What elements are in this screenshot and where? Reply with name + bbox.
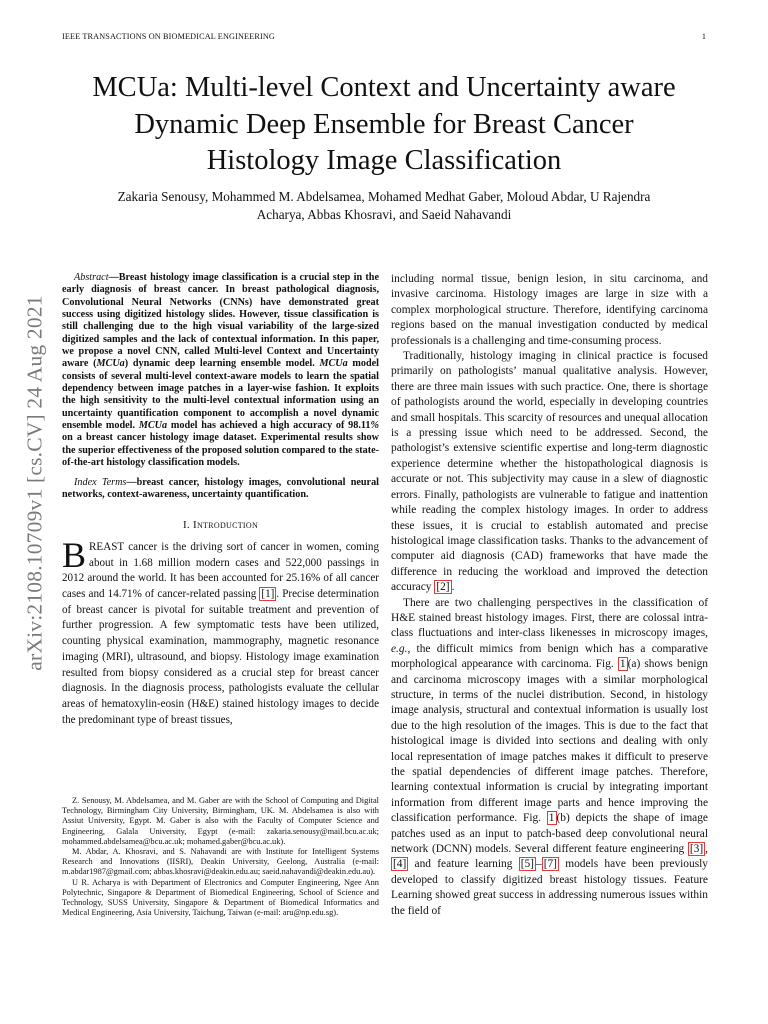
abstract-text-1: Breast histology image classification is a crucial step in the early diagnosis of breast cancer. In breast pathological diagnosis, Convolutional Neural Networks (CNNs) have demonstrated great success using digitized histology slides. However, tissue classification is still challenging due to the high visual variability of the large-sized digitized samples and the lack of contextual information. In this paper, we propose a novel CNN, called Multi-level Context and Uncertainty aware ( <box>62 272 379 370</box>
index-terms-text: breast cancer, histology images, convolutional neural networks, context-awareness, uncertainty quantification. <box>62 476 379 500</box>
p3-text-e: , <box>705 843 708 856</box>
p3-eg: e.g. <box>391 642 408 655</box>
citation-link-5[interactable]: [5] <box>520 858 534 871</box>
footnote-3: U R. Acharya is with Department of Electronics and Computer Engineering, Ngee Ann Polytechnic, Singapore & Department of Biomedical Engineering, School of Science and Technology, SUSS University, Singapore & Department of Biomedical Informatics and Medical Engineering, Asia University, Taichung, Taiwan (e-mail: aru@np.edu.sg). <box>62 877 379 918</box>
right-column <box>391 272 708 919</box>
citation-link-2[interactable]: [2] <box>436 581 450 594</box>
figure-link-1a[interactable]: 1 <box>619 658 626 671</box>
index-terms-dash: — <box>126 476 137 488</box>
paragraph-challenges <box>391 596 708 920</box>
p2-text-a: Traditionally, histology imaging in clinical practice is focused primarily on pathologists’ manual qualitative analysis. However, there are three main issues with such practice. One, there is shortage of pathologists around the world, especially in developing countries and small hospitals. This scarcity of resources and unequal allocation is a pressing issue which need to be addressed. Second, the pathologist’s extensive scientific expertise and long-term diagnostic experience determine whether the histopathological diagnosis is accurate or not. This subjectivity may cause in a slew of diagnostic errors. Finally, pathologists are vulnerable to fatigue and inattention while reading the complex histology images. In order to address these issues, it is crucial to establish automated and precise histological image classification tasks. Thanks to the advancement of computer aid diagnosis (CAD) frameworks that have made the difference in reducing the workload and improved the detection accuracy <box>391 350 708 594</box>
p3-text-c: (a) shows benign and carcinoma microscopy images with a similar morphological structure, in terms of the nuclei distribution. Second, in histology image analysis, structural and contextual information is usually lost due to the high resolution of the images. This is due to the fact that histological image is divided into sections and dealing with only local representation of image patches makes it difficult to preserve the spatial dependencies of different image patches. Therefore, learning contextual information is crucial by integrating important information from different image parts and hence improving the classification performance. Fig. <box>391 658 708 825</box>
section-numeral: I. <box>182 519 194 532</box>
author-list <box>60 188 708 223</box>
citation-link-1[interactable]: [1] <box>261 588 275 600</box>
intro-text-1: cancer is the driving sort of cancer in women, coming about in 1.68 million modern cases and 522,000 passings in 2012 around the world. It has been accounted for 25.16% of all cancer cases and 14.71% of cancer-related passing <box>62 540 379 600</box>
p3-text-h: models have been previously developed to classify digitized breast histology tissues. Feature Learning showed great success in addressing numerous issues within the field of <box>391 858 708 917</box>
p3-text-b: , the difficult mimics from benign which has a comparative morphological appearance with carcinoma. Fig. <box>391 642 708 671</box>
abstract-mcua-1: MCUa <box>96 358 125 370</box>
footnote-2: M. Abdar, A. Khosravi, and S. Nahavandi are with Institute for Intelligent Systems Research and Innovations (IISRI), Deakin University, Geelong, Australia (e-mail: m.abdar1987@gmail.com; abbas.khosravi@deakin.edu.au; saeid.nahavandi@deakin.edu.au). <box>62 847 379 877</box>
paragraph-traditional-practice <box>391 349 708 596</box>
section-title: Introduction <box>193 519 259 532</box>
title-line-1: MCUa: Multi-level Context and Uncertainty aware <box>92 72 676 103</box>
citation-link-3[interactable]: [3] <box>689 843 704 856</box>
intro-text-2: . Precise determination of breast cancer is pivotal for suitable treatment and prevention of further progression. A few symptomatic tests have been utilized, counting physical examination, mammography, magnetic resonance imaging (MRI), ultrasound, and biopsy. Histology image examination resulted from biopsy considered as a crucial step for breast cancer diagnosis. In the diagnosis process, pathologists evaluate the cellular areas of hematoxylin-eosin (H&E) stained histology images to decide the predominant type of breast tissues, <box>62 588 379 726</box>
abstract-label: Abstract <box>74 272 109 283</box>
section-heading-introduction <box>62 518 379 534</box>
authors-line-2: Acharya, Abbas Khosravi, and Saeid Nahavandi <box>256 206 512 222</box>
citation-link-7[interactable]: [7] <box>543 858 557 871</box>
index-terms <box>62 477 379 502</box>
abstract-text-4: model has achieved a high accuracy of 98.11 <box>167 420 371 432</box>
index-terms-label: Index Terms <box>74 476 127 488</box>
p3-text-f: and feature learning <box>408 858 519 871</box>
running-header-journal: IEEE TRANSACTIONS ON BIOMEDICAL ENGINEERING <box>62 32 275 41</box>
paragraph-continued: including normal tissue, benign lesion, in situ carcinoma, and invasive carcinoma. Histology images are large in size with a complex morphological structure. Therefore, identifying carcinoma regions based on the manual investigation conducted by medical professionals is a challenging and time-consuming process. <box>391 273 708 347</box>
page-number: 1 <box>701 32 706 41</box>
abstract-text-3: model consists of several multi-level context-aware models to learn the spatial dependency between image patches in a layer-wise fashion. It exploits the high sensitivity to the multi-level contextual information using an uncertainty quantification component to accomplish a novel dynamic ensemble model. <box>62 358 380 432</box>
footnote-1: Z. Senousy, M. Abdelsamea, and M. Gaber are with the School of Computing and Digital Technology, Birmingham City University, Birmingham, UK. M. Abdelsamea is also with Assiut University, Egypt. M. Gaber is also with the Faculty of Computer Science and Engineering, Galala University, Egypt (e-mail: zakaria.senousy@mail.bcu.ac.uk; mohammed.abdelsamea@bcu.ac.uk; mohamed.gaber@bcu.ac.uk). <box>62 796 379 846</box>
p2-text-b: . <box>451 581 455 594</box>
abstract-mcua-3: MCUa <box>138 420 168 432</box>
arxiv-identifier: arXiv:2108.10709v1 [cs.CV] 24 Aug 2021 <box>22 295 47 671</box>
abstract-text-2: ) dynamic deep learning ensemble model. <box>124 358 320 370</box>
intro-paragraph <box>62 534 379 728</box>
abstract-percent: % <box>370 420 380 432</box>
abstract-dash: — <box>108 272 119 283</box>
figure-link-1b[interactable]: 1 <box>548 812 555 825</box>
abstract-mcua-2: MCUa <box>319 358 348 370</box>
drop-cap-word-rest: REAST <box>89 540 125 553</box>
title-line-2: Dynamic Deep Ensemble for Breast Cancer <box>134 108 634 140</box>
title-line-3: Histology Image Classification <box>206 145 562 176</box>
p3-text-d: (b) depicts the shape of image patches used as an input to patch-based deep convolutional neural network (DCNN) models. Several different feature engineering <box>391 812 708 856</box>
p3-text-a: There are two challenging perspectives in the classification of H&E stained breast histology images. First, there are colossal intra-class fluctuations and inter-class likenesses in microscopy images, <box>391 596 708 640</box>
abstract <box>62 272 379 470</box>
abstract-text-5: on a breast cancer histology image dataset. Experimental results show the superior effectiveness of the proposed solution compared to the state-of-the-art histology classification models. <box>62 432 379 469</box>
authors-line-1: Zakaria Senousy, Mohammed M. Abdelsamea, Mohamed Medhat Gaber, Moloud Abdar, U Rajendra <box>117 189 651 204</box>
author-affiliation-footnotes <box>62 796 379 918</box>
p3-text-g: – <box>535 858 542 871</box>
left-column <box>62 272 379 728</box>
citation-link-4[interactable]: [4] <box>393 858 407 871</box>
paper-title <box>60 70 708 180</box>
arxiv-sidebar-stamp <box>22 266 48 700</box>
drop-cap: B <box>62 534 87 575</box>
